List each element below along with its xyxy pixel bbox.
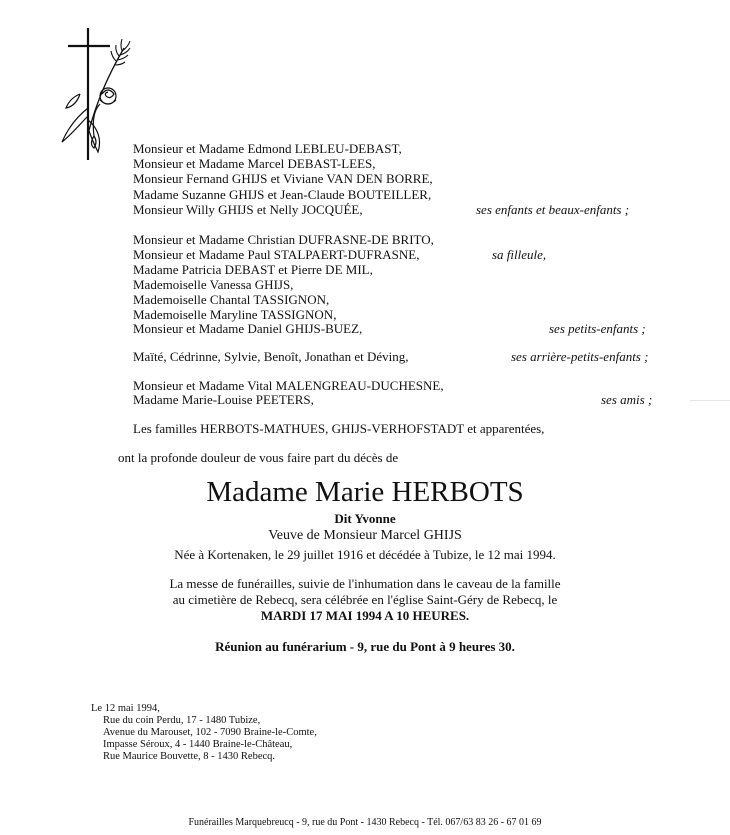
family-line: Monsieur et Madame Daniel GHIJS-BUEZ, — [133, 321, 363, 336]
fold-line — [690, 400, 730, 401]
family-line: Monsieur Fernand GHIJS et Viviane VAN DEN BORRE, — [133, 171, 433, 186]
family-line: Monsieur Willy GHIJS et Nelly JOCQUÉE, — [133, 202, 363, 217]
widow-of: Veuve de Monsieur Marcel GHIJS — [268, 528, 462, 543]
deceased-name: Madame Marie HERBOTS — [206, 476, 524, 508]
family-line: Maïté, Cédrinne, Sylvie, Benoît, Jonathan et Déving, — [133, 349, 409, 364]
mass-line-1: La messe de funérailles, suivie de l'inhumation dans le caveau de la famille — [169, 576, 561, 591]
meeting-info: Réunion au funérarium - 9, rue du Pont à 9 heures 30. — [215, 639, 515, 654]
announcement: ont la profonde douleur de vous faire part du décès de — [118, 450, 399, 465]
address-line: Avenue du Marouset, 102 - 7090 Braine-le-Comte, — [103, 727, 317, 738]
families-line: Les familles HERBOTS-MATHUES, GHIJS-VERHOFSTADT et apparentées, — [133, 421, 545, 436]
family-line: Mademoiselle Maryline TASSIGNON, — [133, 307, 337, 322]
address-line: Rue Maurice Bouvette, 8 - 1430 Rebecq. — [103, 751, 276, 762]
relation-label: ses arrière-petits-enfants ; — [511, 349, 649, 364]
family-line: Monsieur et Madame Marcel DEBAST-LEES, — [133, 156, 376, 171]
family-line: Mademoiselle Chantal TASSIGNON, — [133, 292, 330, 307]
family-line: Monsieur et Madame Paul STALPAERT-DUFRASNE, — [133, 247, 420, 262]
family-line: Monsieur et Madame Edmond LEBLEU-DEBAST, — [133, 141, 402, 156]
deceased-nickname: Dit Yvonne — [334, 511, 396, 526]
relation-label: ses enfants et beaux-enfants ; — [476, 202, 630, 217]
relation-label: ses amis ; — [601, 392, 653, 407]
address-line: Rue du coin Perdu, 17 - 1480 Tubize, — [103, 715, 261, 726]
birth-death-dates: Née à Kortenaken, le 29 juillet 1916 et décédée à Tubize, le 12 mai 1994. — [174, 547, 556, 562]
funeral-home-footer: Funérailles Marquebreucq - 9, rue du Pont - 1430 Rebecq - Tél. 067/63 83 26 - 67 01 69 — [188, 817, 542, 828]
address-date: Le 12 mai 1994, — [91, 703, 160, 714]
family-line: Monsieur et Madame Christian DUFRASNE-DE BRITO, — [133, 232, 434, 247]
cross-rose-wheat-icon — [58, 24, 138, 164]
relation-label: ses petits-enfants ; — [549, 321, 646, 336]
family-line: Mademoiselle Vanessa GHIJS, — [133, 277, 294, 292]
family-line: Madame Suzanne GHIJS et Jean-Claude BOUTEILLER, — [133, 187, 432, 202]
mass-line-2: au cimetière de Rebecq, sera célébrée en l'église Saint-Géry de Rebecq, le — [172, 592, 558, 607]
address-line: Impasse Séroux, 4 - 1440 Braine-le-Château, — [103, 739, 293, 750]
family-line: Monsieur et Madame Vital MALENGREAU-DUCHESNE, — [133, 378, 444, 393]
mass-date: MARDI 17 MAI 1994 A 10 HEURES. — [260, 608, 470, 623]
family-line: Madame Patricia DEBAST et Pierre DE MIL, — [133, 262, 373, 277]
family-line: Madame Marie-Louise PEETERS, — [133, 392, 314, 407]
sub-relation-label: sa filleule, — [492, 247, 547, 262]
